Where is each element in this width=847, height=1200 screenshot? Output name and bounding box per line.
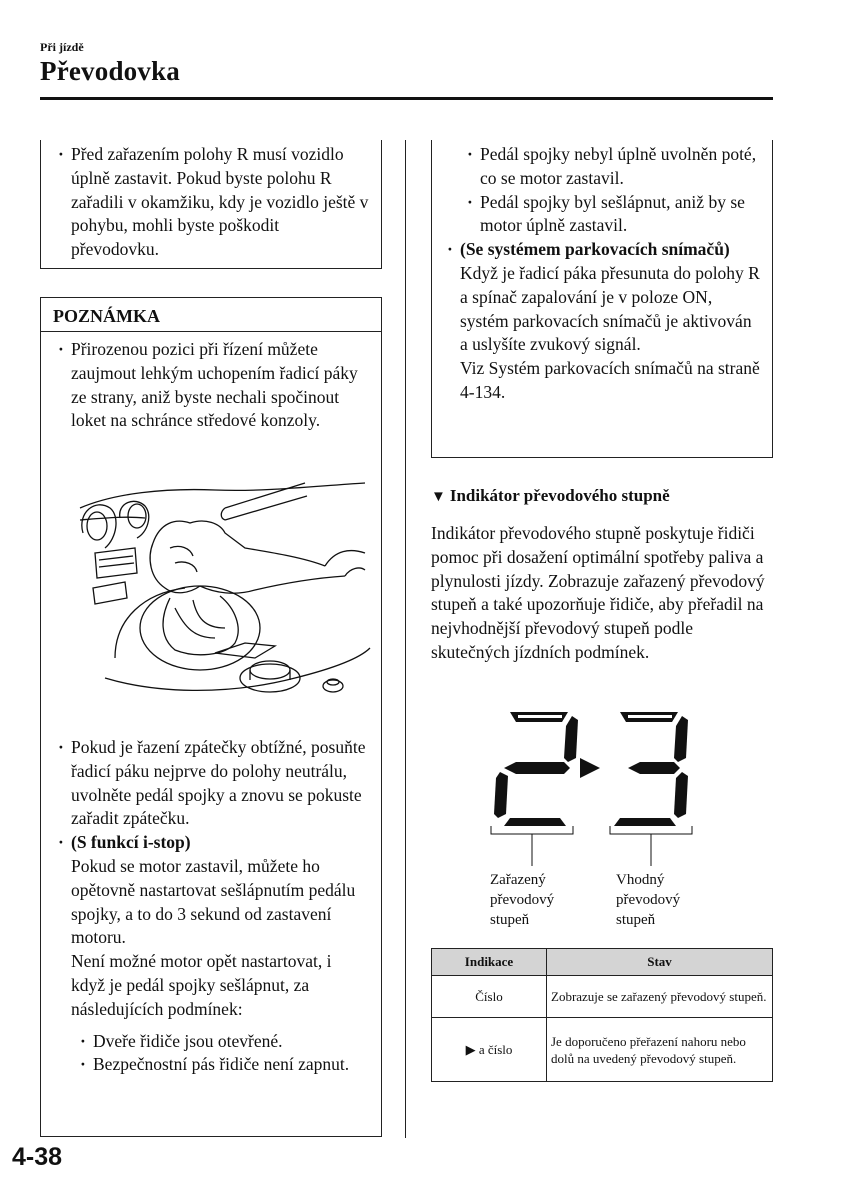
table-header-row	[432, 949, 773, 976]
section-label: Při jízdě	[40, 40, 84, 54]
condition-seatbelt: · Bezpečnostní pás řidiče není zapnut.	[79, 1053, 369, 1077]
shift-lever-illustration	[75, 478, 375, 718]
table-cell-indikace: ▶ a číslo	[432, 1018, 547, 1082]
page-title: Převodovka	[40, 56, 180, 86]
table-row	[432, 976, 773, 1018]
column-divider	[405, 140, 406, 1138]
caution-box	[40, 140, 382, 269]
caption-brackets	[488, 822, 708, 872]
table-cell-stav: Zobrazuje se zařazený převodový stupeň.	[547, 976, 773, 1018]
caption-suggested-gear: Vhodný převodový stupeň	[616, 872, 681, 928]
title-rule	[40, 97, 773, 100]
note-box	[40, 297, 382, 1137]
table-header-stav: Stav	[547, 949, 773, 976]
indicator-paragraph: Indikátor převodového stupně poskytuje řidiči pomoc při dosažení optimální spotřeby paliva a plynulosti jízdy. Zobrazuje zařazený převodový stupeň a také upozorňuje řidiče, aby přeřadil na nejvhodnější převodový stupeň podle skutečných jízdních podmínek.	[431, 523, 765, 662]
table-cell-stav: Je doporučeno přeřazení nahoru nebo dolů na uvedený převodový stupeň.	[547, 1018, 773, 1082]
gear-indicator-display	[488, 706, 708, 826]
note-item-grip: · Přirozenou pozici při řízení můžete zaujmout lehkým uchopením řadicí páky ze strany, aniž byste nechali spočinout loket na schránce středové konzoly.	[57, 338, 369, 433]
parking-text: Když je řadicí páka přesunuta do polohy R a spínač zapalování je v poloze ON, systém parkovacích snímačů je aktivován a uslyšíte zvukový signál.	[460, 262, 760, 355]
note-item-istop-text2: Není možné motor opět nastartovat, i když je pedál spojky sešlápnut, za následujících podmínek:	[71, 951, 332, 1019]
caption-current-gear: Zařazený převodový stupeň	[490, 872, 555, 928]
section-heading	[431, 486, 670, 506]
table-cell-indikace: Číslo	[432, 976, 547, 1018]
note-item-istop-text: Pokud se motor zastavil, můžete ho opětovně nastartovat sešlápnutím pedálu spojky, a to do 3 sekund od zastavení motoru.	[71, 855, 356, 948]
page-number: 4-38	[12, 1143, 63, 1171]
condition-clutch-pressed: · Pedál spojky byl sešlápnut, aniž by se motor úplně zastavil.	[466, 191, 762, 239]
note-continuation	[446, 143, 762, 405]
condition-door: · Dveře řidiče jsou otevřené.	[79, 1030, 369, 1054]
heading-triangle-icon: ▼	[431, 489, 446, 505]
table-row	[432, 1018, 773, 1082]
parking-title: · (Se systémem parkovacích snímačů)	[446, 238, 762, 262]
note-continuation-box	[431, 140, 773, 458]
heading-text: Indikátor převodového stupně	[449, 486, 670, 505]
note-item-istop-title: · (S funkcí i-stop)	[57, 831, 369, 855]
note-lower	[57, 736, 369, 1077]
parking-ref: Viz Systém parkovacích snímačů na straně 4-134.	[460, 358, 760, 402]
indicator-table	[431, 948, 773, 1082]
condition-clutch-released: · Pedál spojky nebyl úplně uvolněn poté, co se motor zastavil.	[466, 143, 762, 191]
table-header-indikace: Indikace	[432, 949, 547, 976]
caution-item: · Před zařazením polohy R musí vozidlo úplně zastavit. Pokud byste polohu R zařadili v okamžiku, kdy je vozidlo ještě v pohybu, mohli byste poškodit převodovku.	[57, 143, 371, 262]
note-item-reverse: · Pokud je řazení zpátečky obtížné, posuňte řadicí páku nejprve do polohy neutrálu, uvolněte pedál spojky a znovu se pokuste zařadit zpátečku.	[57, 736, 369, 831]
note-title: POZNÁMKA	[41, 298, 381, 332]
